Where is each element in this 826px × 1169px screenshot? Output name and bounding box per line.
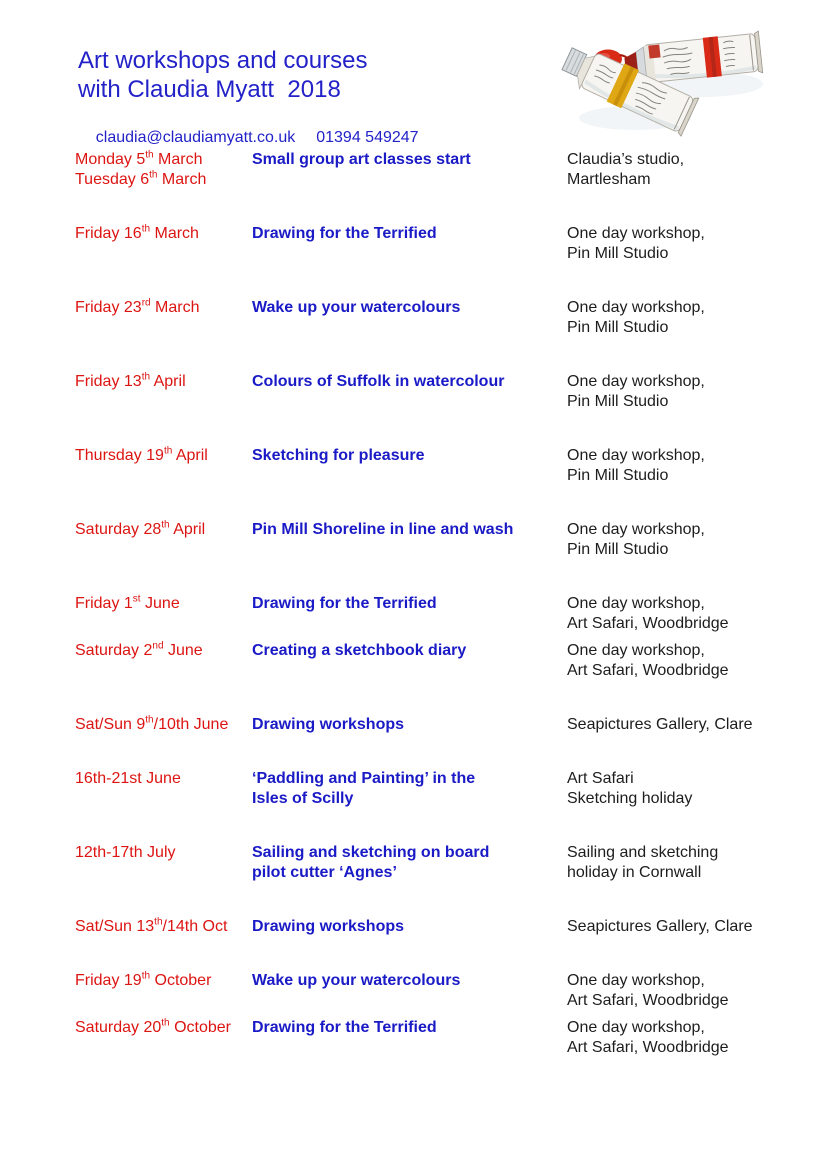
- date-text: Friday 13: [75, 373, 142, 390]
- location-cell: [567, 224, 826, 264]
- location-cell: [567, 917, 826, 937]
- schedule-row: [75, 843, 826, 883]
- date-text: Friday 19: [75, 972, 142, 989]
- date-text: 16th-21st June: [75, 770, 181, 787]
- event-location: Sailing and sketching: [567, 844, 719, 861]
- ordinal-suffix: st: [132, 593, 141, 605]
- ordinal-suffix: rd: [141, 297, 151, 309]
- date-text: March: [157, 171, 207, 188]
- event-location: Martlesham: [567, 171, 651, 188]
- ordinal-suffix: th: [145, 714, 154, 726]
- schedule-row: [75, 594, 826, 634]
- event-location: One day workshop,: [567, 642, 705, 659]
- date-text: March: [150, 225, 199, 242]
- event-location: Claudia’s studio,: [567, 151, 685, 168]
- event-date: [75, 917, 252, 937]
- event-title: Drawing workshops: [252, 918, 405, 935]
- paint-tubes-image: [553, 10, 775, 140]
- course-cell: [252, 594, 567, 614]
- date-cell: [75, 917, 252, 937]
- date-text: /14th Oct: [162, 918, 228, 935]
- event-location: Pin Mill Studio: [567, 319, 669, 336]
- course-cell: [252, 769, 567, 809]
- date-text: Thursday 19: [75, 447, 164, 464]
- course-cell: [252, 1018, 567, 1038]
- event-location: One day workshop,: [567, 521, 705, 538]
- event-title: pilot cutter ‘Agnes’: [252, 864, 397, 881]
- event-date: [75, 1018, 252, 1038]
- event-date: [75, 170, 252, 190]
- ordinal-suffix: th: [149, 169, 158, 181]
- event-title: Pin Mill Shoreline in line and wash: [252, 521, 514, 538]
- course-cell: [252, 150, 567, 170]
- event-location: One day workshop,: [567, 225, 705, 242]
- contact-phone: 01394 549247: [316, 129, 419, 146]
- event-location: holiday in Cornwall: [567, 864, 702, 881]
- date-cell: [75, 224, 252, 244]
- location-cell: [567, 769, 826, 809]
- event-location: Art Safari: [567, 770, 634, 787]
- date-text: 12th-17th July: [75, 844, 176, 861]
- event-title: Sketching for pleasure: [252, 447, 425, 464]
- event-location: One day workshop,: [567, 299, 705, 316]
- date-cell: [75, 843, 252, 863]
- date-text: October: [169, 1019, 231, 1036]
- schedule-row: [75, 769, 826, 809]
- date-text: Friday 16: [75, 225, 142, 242]
- event-location: One day workshop,: [567, 447, 705, 464]
- date-cell: [75, 446, 252, 466]
- date-cell: [75, 715, 252, 735]
- course-cell: [252, 446, 567, 466]
- event-date: [75, 715, 252, 735]
- event-location: Pin Mill Studio: [567, 245, 669, 262]
- location-cell: [567, 446, 826, 486]
- location-cell: [567, 843, 826, 883]
- course-cell: [252, 372, 567, 392]
- location-cell: [567, 150, 826, 190]
- location-cell: [567, 971, 826, 1011]
- date-text: /10th June: [153, 716, 229, 733]
- date-cell: [75, 971, 252, 991]
- event-location: Sketching holiday: [567, 790, 693, 807]
- schedule-row: [75, 150, 826, 190]
- event-date: [75, 843, 252, 863]
- event-location: One day workshop,: [567, 972, 705, 989]
- ordinal-suffix: th: [163, 445, 173, 457]
- schedule-row: [75, 224, 826, 264]
- event-location: Art Safari, Woodbridge: [567, 1039, 729, 1056]
- schedule-row: [75, 446, 826, 486]
- ordinal-suffix: th: [141, 223, 151, 235]
- event-title: Wake up your watercolours: [252, 299, 461, 316]
- event-date: [75, 769, 252, 789]
- event-title: Drawing for the Terrified: [252, 225, 437, 242]
- event-location: Art Safari, Woodbridge: [567, 662, 729, 679]
- event-title: Creating a sketchbook diary: [252, 642, 467, 659]
- page-title: [78, 46, 419, 104]
- date-text: Saturday 28: [75, 521, 162, 538]
- ordinal-suffix: th: [145, 149, 154, 161]
- date-cell: [75, 520, 252, 540]
- date-text: March: [150, 299, 200, 316]
- date-text: March: [153, 151, 203, 168]
- date-cell: [75, 372, 252, 392]
- course-cell: [252, 224, 567, 244]
- date-text: April: [150, 373, 186, 390]
- date-cell: [75, 641, 252, 661]
- page-header: [78, 46, 419, 166]
- date-text: April: [172, 447, 208, 464]
- event-date: [75, 641, 252, 661]
- event-title: Sailing and sketching on board: [252, 844, 490, 861]
- date-text: June: [163, 642, 203, 659]
- event-date: [75, 150, 252, 170]
- date-text: Saturday 2: [75, 642, 153, 659]
- event-title: Wake up your watercolours: [252, 972, 461, 989]
- event-location: One day workshop,: [567, 595, 705, 612]
- ordinal-suffix: nd: [152, 640, 164, 652]
- event-title: ‘Paddling and Painting’ in the: [252, 770, 476, 787]
- ordinal-suffix: th: [161, 519, 170, 531]
- event-date: [75, 971, 252, 991]
- event-location: One day workshop,: [567, 373, 705, 390]
- event-date: [75, 298, 252, 318]
- location-cell: [567, 594, 826, 634]
- date-cell: [75, 594, 252, 614]
- event-title: Drawing for the Terrified: [252, 595, 437, 612]
- location-cell: [567, 372, 826, 412]
- date-text: Sat/Sun 9: [75, 716, 146, 733]
- location-cell: [567, 520, 826, 560]
- course-cell: [252, 641, 567, 661]
- date-text: Tuesday 6: [75, 171, 150, 188]
- ordinal-suffix: th: [161, 1017, 170, 1029]
- event-date: [75, 594, 252, 614]
- date-cell: [75, 150, 252, 190]
- schedule-row: [75, 298, 826, 338]
- date-text: June: [140, 595, 180, 612]
- date-cell: [75, 1018, 252, 1038]
- course-cell: [252, 971, 567, 991]
- event-location: Seapictures Gallery, Clare: [567, 716, 753, 733]
- location-cell: [567, 298, 826, 338]
- event-title: Colours of Suffolk in watercolour: [252, 373, 505, 390]
- event-location: Art Safari, Woodbridge: [567, 992, 729, 1009]
- location-cell: [567, 715, 826, 735]
- event-location: Pin Mill Studio: [567, 393, 669, 410]
- title-line-2: with Claudia Myatt 2018: [78, 76, 341, 103]
- event-title: Small group art classes start: [252, 151, 471, 168]
- event-date: [75, 224, 252, 244]
- date-cell: [75, 769, 252, 789]
- event-date: [75, 446, 252, 466]
- event-location: Pin Mill Studio: [567, 541, 669, 558]
- course-cell: [252, 520, 567, 540]
- title-line-1: Art workshops and courses: [78, 47, 368, 74]
- paint-tubes-illustration: [553, 10, 775, 140]
- date-text: October: [150, 972, 212, 989]
- event-title: Drawing for the Terrified: [252, 1019, 437, 1036]
- course-cell: [252, 843, 567, 883]
- ordinal-suffix: th: [141, 970, 151, 982]
- event-location: Art Safari, Woodbridge: [567, 615, 729, 632]
- event-date: [75, 520, 252, 540]
- schedule-row: [75, 520, 826, 560]
- schedule-table: [75, 150, 826, 1058]
- schedule-row: [75, 1018, 826, 1058]
- schedule-row: [75, 641, 826, 681]
- date-text: Saturday 20: [75, 1019, 162, 1036]
- date-text: Friday 1: [75, 595, 133, 612]
- event-title: Drawing workshops: [252, 716, 405, 733]
- date-cell: [75, 298, 252, 318]
- schedule-row: [75, 917, 826, 937]
- date-text: Sat/Sun 13: [75, 918, 155, 935]
- event-title: Isles of Scilly: [252, 790, 354, 807]
- event-location: Seapictures Gallery, Clare: [567, 918, 753, 935]
- schedule-row: [75, 715, 826, 735]
- event-location: Pin Mill Studio: [567, 467, 669, 484]
- location-cell: [567, 641, 826, 681]
- contact-email: claudia@claudiamyatt.co.uk: [95, 129, 296, 146]
- event-date: [75, 372, 252, 392]
- event-location: One day workshop,: [567, 1019, 705, 1036]
- date-text: Monday 5: [75, 151, 146, 168]
- schedule-row: [75, 971, 826, 1011]
- course-cell: [252, 715, 567, 735]
- date-text: April: [169, 521, 206, 538]
- ordinal-suffix: th: [154, 916, 163, 928]
- ordinal-suffix: th: [141, 371, 151, 383]
- schedule-row: [75, 372, 826, 412]
- course-cell: [252, 917, 567, 937]
- date-text: Friday 23: [75, 299, 142, 316]
- course-cell: [252, 298, 567, 318]
- location-cell: [567, 1018, 826, 1058]
